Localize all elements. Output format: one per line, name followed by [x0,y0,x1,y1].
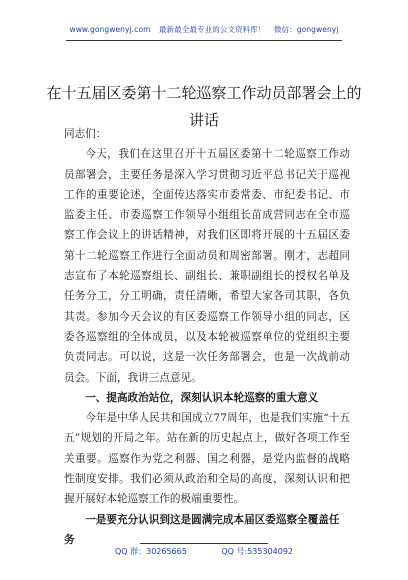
slogan-text: 最新最全最专业的公文资料库！ [159,25,266,34]
intro-paragraph: 今天，我们在这里召开十五届区委第十二轮巡察工作动员部署会，主要任务是深入学习贯彻习近平总书记关于巡视工作的重要论述，全面传达落实市委常委、市纪委书记、市监委主任、市委巡察工作领导小组组长苗成营同志在全市巡察工作会议上的讲话精神，对我们区即将开展的十五届区委第十二轮巡察工作进行全面动员和周密部署。刚才，志超同志宣布了本轮巡察组长、副组长、兼职副组长的授权名单及任务分工，分工明确，责任清晰，希望大家各司其职，各负其责。参加今天会议的有区委巡察工作领导小组的同志，区委各巡察组的全体成员，以及本轮被巡察单位的党组织主要负责同志。可以说，这是一次任务部署会，也是一次战前动员会。下面，我讲三点意见。 [64,148,350,384]
page-header [0,24,408,35]
salutation: 同志们： [64,128,107,140]
subheading-1: 一是要充分认识到这是圆满完成本届区委巡察全覆盖任务 [64,513,340,546]
section-paragraph: 今年是中华人民共和国成立77周年，也是我们实施“十五五”规划的开局之年。站在新的历史起点上，做好各项工作至关重要。巡察作为党之利器、国之利器，是党内监督的战略性制度安排。我们必须从政治和全局的高度，深刻认识和把握开展好本轮巡察工作的极端重要性。 [64,412,350,506]
qq-group-text: QQ 群：30265665 [114,547,187,556]
header-divider [66,40,342,41]
website-link[interactable]: www.gongwenyj.com [69,25,151,34]
page-footer [0,546,408,557]
footer-divider [140,543,268,544]
qq-number-text: QQ 号:535304092 [221,547,294,556]
section-heading-1: 一、提高政治站位，深刻认识本轮巡察的重大意义 [85,391,319,404]
wechat-text: 微信：gongwenyj [273,25,339,34]
document-body [64,124,350,550]
document-title: 在十五届区委第十二轮巡察工作动员部署会上的讲话 [46,84,362,130]
